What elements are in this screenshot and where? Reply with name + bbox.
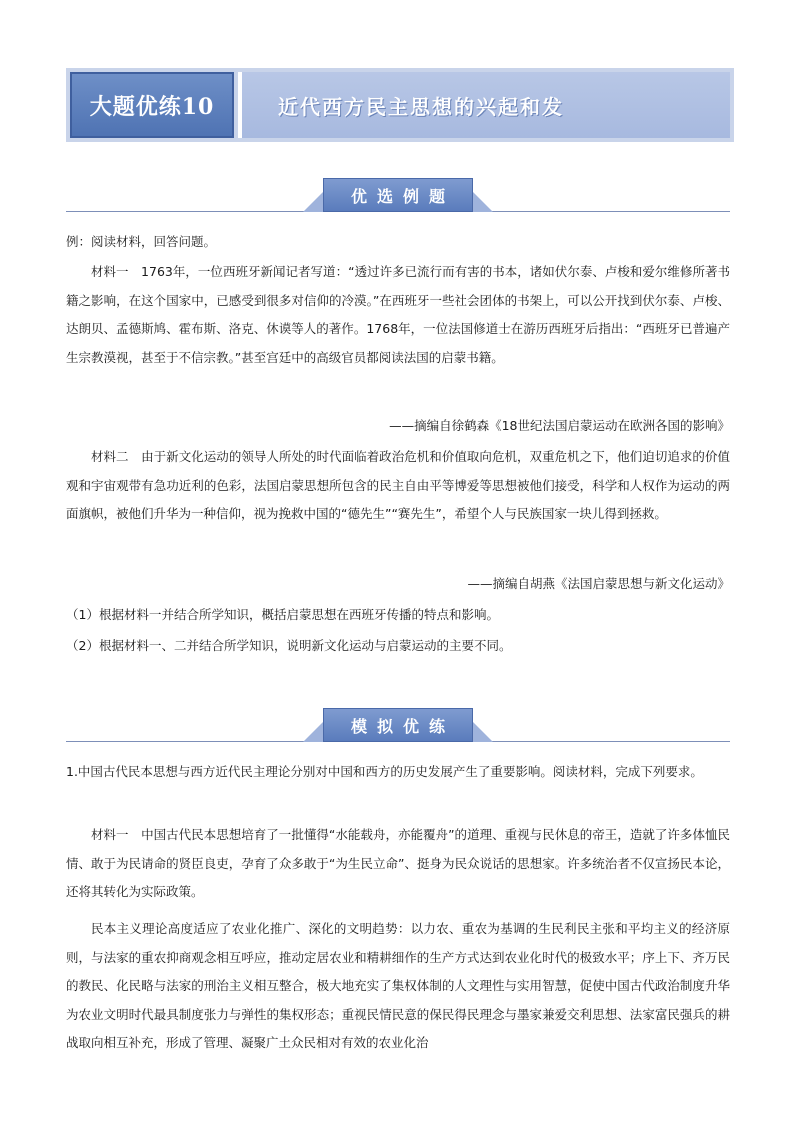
- topic-title: 近代西方民主思想的兴起和发: [242, 72, 730, 138]
- section-title-example: 优选例题: [323, 178, 473, 212]
- practice-material-1b: 民本主义理论高度适应了农业化推广、深化的文明趋势：以力农、重农为基调的生民利民主张和平均主义的经济原则，与法家的重农抑商观念相互呼应，推动定居农业和精耕细作的生产方式达到农业化时代的极致水平；序上下、齐万民的教民、化民略与法家的刑治主义相互整合，极大地充实了集权体制的人文理性与实用智慧，促使中国古代政治制度升华为农业文明时代最具制度张力与弹性的集权形态；重视民情民意的保民得民理念与墨家兼爱交利思想、法家富民强兵的耕战取向相互补充，形成了管理、凝聚广土众民相对有效的农业化治: [66, 921, 730, 1050]
- practice-item-1-intro: 1.中国古代民本思想与西方近代民主理论分别对中国和西方的历史发展产生了重要影响。阅读材料，完成下列要求。: [66, 764, 703, 779]
- header-banner: [66, 68, 734, 142]
- example-intro: 例：阅读材料，回答问题。: [66, 234, 217, 249]
- example-question-1: （1）根据材料一并结合所学知识，概括启蒙思想在西班牙传播的特点和影响。: [66, 607, 499, 622]
- section-header-example: [66, 178, 730, 212]
- unit-label: 大题优练10: [70, 72, 234, 138]
- practice-material-1a: 材料一 中国古代民本思想培育了一批懂得“水能载舟，亦能覆舟”的道理、重视与民休息的帝王，造就了许多体恤民情、敢于为民请命的贤臣良吏，孕育了众多敢于“为生民立命”、挺身为民众说话的思想家。许多统治者不仅宣扬民本论，还将其转化为实际政策。: [66, 827, 730, 899]
- section-badge: [303, 178, 493, 212]
- section-badge: [303, 708, 493, 742]
- section-header-practice: [66, 708, 730, 742]
- example-source-1: ——摘编自徐鹤森《18世纪法国启蒙运动在欧洲各国的影响》: [389, 418, 730, 433]
- example-source-2: ——摘编自胡燕《法国启蒙思想与新文化运动》: [467, 576, 730, 591]
- example-question-2: （2）根据材料一、二并结合所学知识，说明新文化运动与启蒙运动的主要不同。: [66, 638, 512, 653]
- section-title-practice: 模拟优练: [323, 708, 473, 742]
- example-material-2: 材料二 由于新文化运动的领导人所处的时代面临着政治危机和价值取向危机，双重危机之下，他们迫切追求的价值观和宇宙观带有急功近利的色彩，法国启蒙思想所包含的民主自由平等博爱等思想被他们接受，科学和人权作为运动的两面旗帜，被他们升华为一种信仰，视为挽救中国的“德先生”“赛先生”，希望个人与民族国家一块儿得到拯救。: [66, 449, 730, 521]
- example-material-1: 材料一 1763年，一位西班牙新闻记者写道：“透过许多已流行而有害的书本，诸如伏尔泰、卢梭和爱尔维修所著书籍之影响，在这个国家中，已感受到很多对信仰的冷漠。”在西班牙一些社会团体的书架上，可以公开找到伏尔泰、卢梭、达朗贝、孟德斯鸠、霍布斯、洛克、休谟等人的著作。1768年，一位法国修道士在游历西班牙后指出：“西班牙已普遍产生宗教漠视，甚至于不信宗教。”甚至宫廷中的高级官员都阅读法国的启蒙书籍。: [66, 264, 730, 365]
